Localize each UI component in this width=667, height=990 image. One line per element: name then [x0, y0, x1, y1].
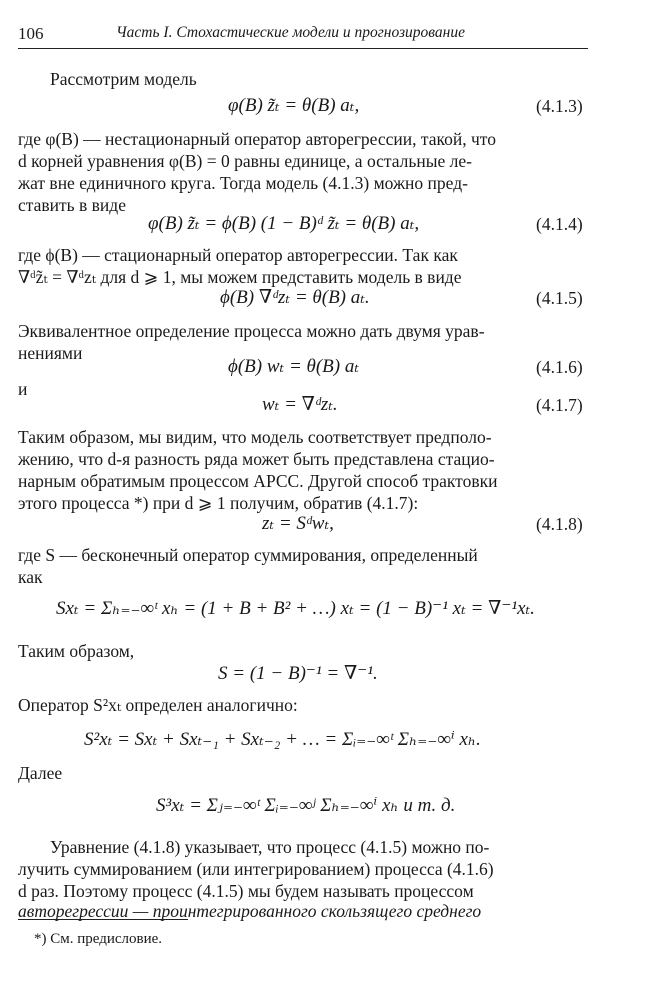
footnote: *) См. предисловие. [34, 931, 163, 947]
paragraph-line: нениями [18, 343, 83, 363]
paragraph-line: Уравнение (4.1.8) указывает, что процесс (4.1.5) можно по- [50, 837, 490, 857]
equation-4-1-7: wₜ = ∇ᵈzₜ. [262, 394, 338, 415]
equation-number: (4.1.7) [536, 395, 583, 415]
equation-4-1-5: ϕ(B) ∇ᵈzₜ = θ(B) aₜ. [220, 287, 370, 308]
paragraph-line: ∇ᵈz̃ₜ = ∇ᵈzₜ для d ⩾ 1, мы можем представить модель в виде [18, 267, 462, 287]
running-header [18, 24, 588, 49]
paragraph-line: жению, что d-я разность ряда может быть представлена стацио- [18, 449, 495, 469]
equation-4-1-3: φ(B) z̃ₜ = θ(B) aₜ, [228, 95, 360, 116]
equation-s-cubed: S³xₜ = Σⱼ₌₋∞ᵗ Σᵢ₌₋∞ʲ Σₕ₌₋∞ⁱ xₕ и т. д. [156, 795, 456, 816]
paragraph-line: Оператор S²xₜ определен аналогично: [18, 695, 298, 715]
equation-s-definition: S = (1 − B)⁻¹ = ∇⁻¹. [218, 663, 378, 684]
running-title: Часть I. Стохастические модели и прогнозирование [116, 24, 465, 41]
paragraph-line: как [18, 567, 43, 587]
paragraph-line: Таким образом, мы видим, что модель соответствует предполо- [18, 427, 492, 447]
paragraph-line: Далее [18, 763, 63, 783]
equation-4-1-4: φ(B) z̃ₜ = ϕ(B) (1 − B)ᵈ z̃ₜ = θ(B) aₜ, [148, 213, 420, 234]
paragraph-intro: Рассмотрим модель [50, 69, 197, 89]
equation-s-squared: S²xₜ = Sxₜ + Sxₜ₋₁ + Sxₜ₋₂ + … = Σᵢ₌₋∞ᵗ Σₕ₌₋∞ⁱ xₕ. [84, 729, 481, 750]
conjunction: и [18, 379, 28, 399]
equation-number: (4.1.5) [536, 288, 583, 308]
paragraph-line: ставить в виде [18, 195, 126, 215]
paragraph-line: d раз. Поэтому процесс (4.1.5) мы будем называть процессом [18, 881, 474, 901]
equation-4-1-6: ϕ(B) wₜ = θ(B) aₜ [228, 356, 360, 377]
paragraph-line: этого процесса *) при d ⩾ 1 получим, обратив (4.1.7): [18, 493, 419, 513]
equation-summation-operator: Sxₜ = Σₕ₌₋∞ᵗ xₕ = (1 + B + B² + …) xₜ = (1 − B)⁻¹ xₜ = ∇⁻¹xₜ. [56, 598, 535, 619]
paragraph-line: где ϕ(B) — стационарный оператор авторегрессии. Так как [18, 245, 458, 265]
paragraph-line: авторегрессии — проинтегрированного скользящего среднего [18, 901, 482, 921]
paragraph-line: жат вне единичного круга. Тогда модель (4.1.3) можно пред- [18, 173, 468, 193]
equation-number: (4.1.4) [536, 214, 583, 234]
equation-number: (4.1.6) [536, 357, 583, 377]
paragraph-line: лучить суммированием (или интегрированием) процесса (4.1.6) [18, 859, 494, 879]
paragraph-line: где φ(B) — нестационарный оператор авторегрессии, такой, что [18, 129, 496, 149]
paragraph-line: Эквивалентное определение процесса можно дать двумя урав- [18, 321, 485, 341]
footnote-rule [18, 919, 188, 920]
equation-4-1-8: zₜ = Sᵈwₜ, [262, 513, 334, 534]
paragraph-line: где S — бесконечный оператор суммирования, определенный [18, 545, 478, 565]
paragraph-line: d корней уравнения φ(B) = 0 равны единице, а остальные ле- [18, 151, 472, 171]
paragraph-line: нарным обратимым процессом АРСС. Другой способ трактовки [18, 471, 498, 491]
page-number: 106 [18, 24, 44, 43]
equation-number: (4.1.3) [536, 96, 583, 116]
paragraph-line: Таким образом, [18, 641, 135, 661]
equation-number: (4.1.8) [536, 514, 583, 534]
